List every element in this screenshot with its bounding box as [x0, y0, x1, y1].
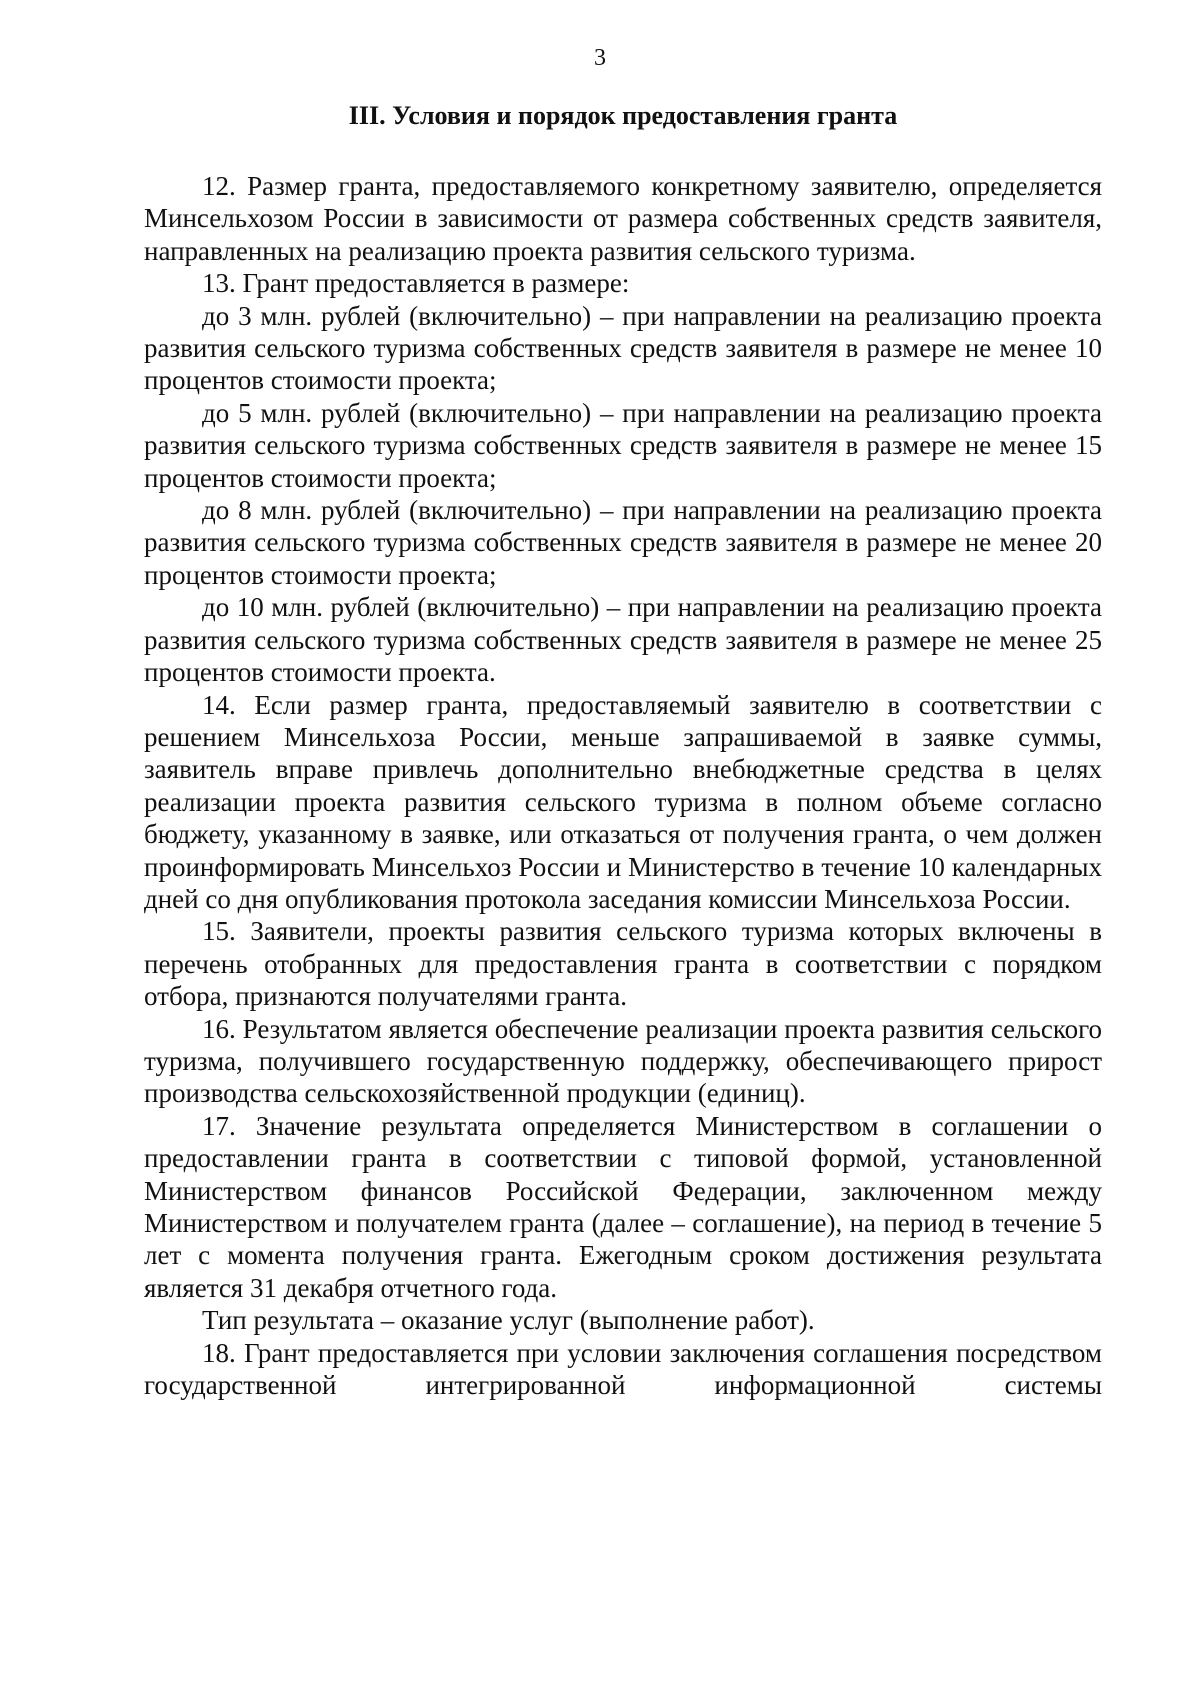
paragraph-13-item-1: до 3 млн. рублей (включительно) – при направлении на реализацию проекта развития сельского туризма собственных средств заявителя в размере не менее 10 процентов стоимости проекта;: [144, 300, 1102, 396]
paragraph-18: 18. Грант предоставляется при условии заключения соглашения посредством государственной интегрированной информационной системы: [144, 1337, 1102, 1401]
paragraph-result-type: Тип результата – оказание услуг (выполнение работ).: [202, 1305, 815, 1336]
paragraph-16: 16. Результатом является обеспечение реализации проекта развития сельского туризма, получившего государственную поддержку, обеспечивающего прирост производства сельскохозяйственной продукции (единиц).: [144, 1013, 1102, 1109]
document-body: [144, 170, 1102, 1401]
paragraph-15: 15. Заявители, проекты развития сельского туризма которых включены в перечень отобранных для предоставления гранта в соответствии с порядком отбора, признаются получателями гранта.: [144, 916, 1102, 1012]
paragraph-13-item-4: до 10 млн. рублей (включительно) – при направлении на реализацию проекта развития сельского туризма собственных средств заявителя в размере не менее 25 процентов стоимости проекта.: [144, 592, 1102, 688]
paragraph-17: 17. Значение результата определяется Министерством в соглашении о предоставлении гранта в соответствии с типовой формой, установленной Министерством финансов Российской Федерации, заключенном между Министерством и получателем гранта (далее – соглашение), на период в течение 5 лет с момента получения гранта. Ежегодным сроком достижения результата является 31 декабря отчетного года.: [144, 1110, 1102, 1303]
page-number: 3: [594, 45, 606, 71]
section-title: III. Условия и порядок предоставления гранта: [348, 101, 898, 130]
paragraph-13-item-2: до 5 млн. рублей (включительно) – при направлении на реализацию проекта развития сельского туризма собственных средств заявителя в размере не менее 15 процентов стоимости проекта;: [144, 397, 1102, 493]
paragraph-13-item-3: до 8 млн. рублей (включительно) – при направлении на реализацию проекта развития сельского туризма собственных средств заявителя в размере не менее 20 процентов стоимости проекта;: [144, 495, 1102, 590]
paragraph-14: 14. Если размер гранта, предоставляемый заявителю в соответствии с решением Минсельхоза России, меньше запрашиваемой в заявке суммы, заявитель вправе привлечь дополнительно внебюджетные средства в целях реализации проекта развития сельского туризма в полном объеме согласно бюджету, указанному в заявке, или отказаться от получения гранта, о чем должен проинформировать Минсельхоз России и Министерство в течение 10 календарных дней со дня опубликования протокола заседания комиссии Минсельхоза России.: [144, 689, 1102, 914]
paragraph-13: 13. Грант предоставляется в размере:: [202, 268, 630, 299]
paragraph-12: 12. Размер гранта, предоставляемого конкретному заявителю, определяется Минсельхозом России в зависимости от размера собственных средств заявителя, направленных на реализацию проекта развития сельского туризма.: [144, 171, 1102, 266]
